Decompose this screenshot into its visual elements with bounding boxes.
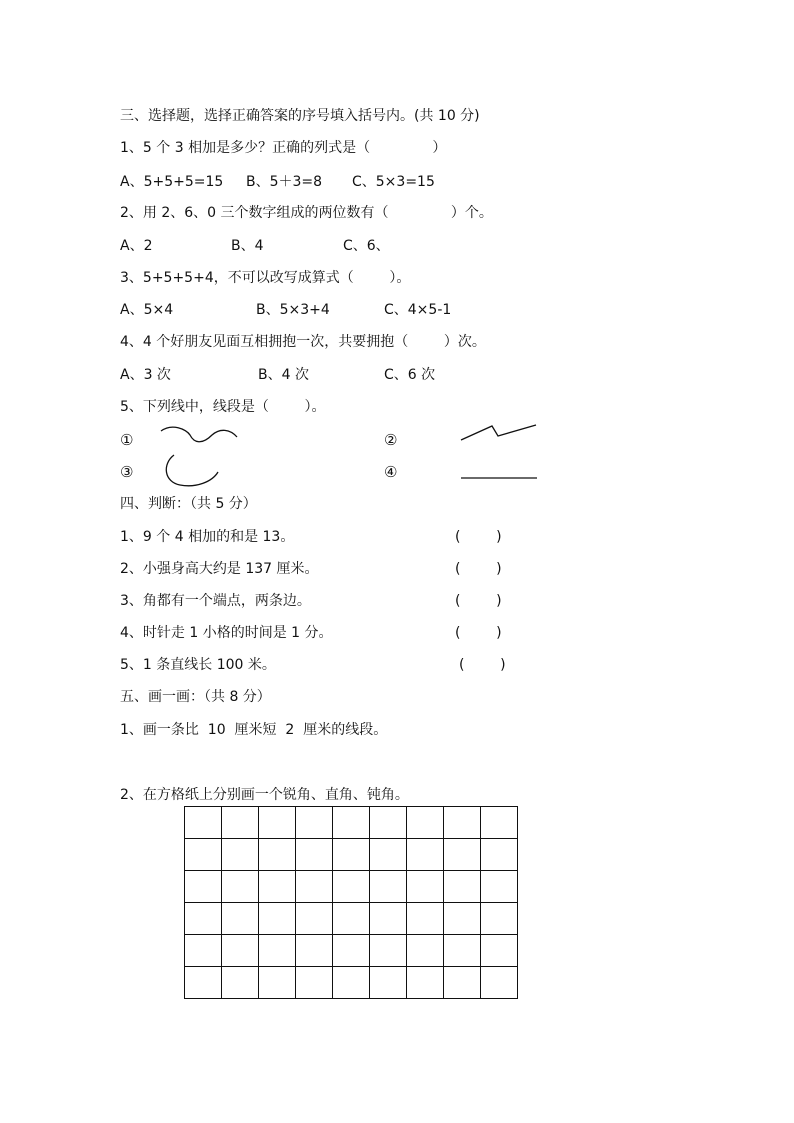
grid-cell[interactable]	[222, 967, 259, 999]
grid-row	[185, 903, 518, 935]
grid-cell[interactable]	[185, 871, 222, 903]
judge-item-2: 2、小强身高大约是 137 厘米。	[120, 561, 319, 577]
grid-cell[interactable]	[444, 839, 481, 871]
grid-cell[interactable]	[259, 871, 296, 903]
grid-cell[interactable]	[444, 935, 481, 967]
draw-q1-text: 1、画一条比 10 厘米短 2 厘米的线段。	[120, 722, 388, 738]
grid-cell[interactable]	[333, 807, 370, 839]
grid-row	[185, 967, 518, 999]
figure-label-3: ③	[120, 463, 134, 481]
grid-cell[interactable]	[407, 967, 444, 999]
section5-title: 五、画一画：（共 8 分）	[120, 689, 271, 705]
grid-cell[interactable]	[259, 807, 296, 839]
line-segment-figure	[458, 474, 540, 482]
q3-option-b: B、5×3+4	[256, 302, 330, 318]
grid-cell[interactable]	[444, 903, 481, 935]
q2-option-a: A、2	[120, 238, 153, 254]
grid-cell[interactable]	[481, 871, 518, 903]
grid-cell[interactable]	[407, 935, 444, 967]
grid-cell[interactable]	[333, 871, 370, 903]
grid-cell[interactable]	[296, 967, 333, 999]
q3-option-c: C、4×5-1	[384, 302, 452, 318]
grid-cell[interactable]	[185, 967, 222, 999]
q5-text: 5、下列线中，线段是（ ）。	[120, 399, 326, 415]
grid-row	[185, 871, 518, 903]
grid-cell[interactable]	[259, 903, 296, 935]
judge-item-3: 3、角都有一个端点，两条边。	[120, 593, 311, 609]
q1-option-a: A、5+5+5=15	[120, 174, 224, 190]
q1-text: 1、5 个 3 相加是多少？正确的列式是（ ）	[120, 140, 447, 156]
grid-cell[interactable]	[222, 871, 259, 903]
judge-answer-4: ( )	[455, 625, 502, 641]
grid-cell[interactable]	[407, 807, 444, 839]
grid-cell[interactable]	[407, 903, 444, 935]
grid-cell[interactable]	[481, 967, 518, 999]
grid-cell[interactable]	[296, 871, 333, 903]
judge-item-5: 5、1 条直线长 100 米。	[120, 657, 276, 673]
grid-cell[interactable]	[370, 807, 407, 839]
curved-line-figure	[158, 425, 240, 449]
q4-option-a: A、3 次	[120, 367, 171, 383]
q1-option-b: B、5＋3=8	[246, 174, 323, 190]
section3-title: 三、选择题，选择正确答案的序号填入括号内。(共 10 分)	[120, 108, 480, 124]
grid-cell[interactable]	[370, 903, 407, 935]
figure-label-2: ②	[384, 431, 398, 449]
q4-text: 4、4 个好朋友见面互相拥抱一次，共要拥抱（ ）次。	[120, 334, 486, 350]
grid-cell[interactable]	[185, 807, 222, 839]
grid-cell[interactable]	[259, 935, 296, 967]
grid-cell[interactable]	[481, 903, 518, 935]
grid-cell[interactable]	[444, 871, 481, 903]
grid-cell[interactable]	[185, 903, 222, 935]
judge-item-4: 4、时针走 1 小格的时间是 1 分。	[120, 625, 333, 641]
q2-text: 2、用 2、6、0 三个数字组成的两位数有（ ）个。	[120, 205, 493, 221]
grid-cell[interactable]	[296, 839, 333, 871]
grid-cell[interactable]	[481, 935, 518, 967]
grid-cell[interactable]	[185, 935, 222, 967]
arc-figure	[160, 452, 224, 490]
grid-cell[interactable]	[444, 807, 481, 839]
q2-option-c: C、6、	[343, 238, 390, 254]
grid-cell[interactable]	[296, 935, 333, 967]
grid-cell[interactable]	[259, 839, 296, 871]
grid-row	[185, 839, 518, 871]
judge-answer-2: ( )	[455, 561, 502, 577]
polyline-figure	[458, 422, 540, 444]
grid-cell[interactable]	[296, 807, 333, 839]
q3-option-a: A、5×4	[120, 302, 174, 318]
judge-item-1: 1、9 个 4 相加的和是 13。	[120, 529, 295, 545]
grid-cell[interactable]	[222, 935, 259, 967]
q2-option-b: B、4	[231, 238, 264, 254]
judge-answer-1: ( )	[455, 529, 502, 545]
grid-cell[interactable]	[222, 839, 259, 871]
grid-cell[interactable]	[370, 871, 407, 903]
judge-answer-3: ( )	[455, 593, 502, 609]
section4-title: 四、判断：（共 5 分）	[120, 496, 257, 512]
grid-cell[interactable]	[481, 839, 518, 871]
grid-cell[interactable]	[333, 903, 370, 935]
grid-cell[interactable]	[333, 967, 370, 999]
figure-label-1: ①	[120, 431, 134, 449]
grid-row	[185, 935, 518, 967]
grid-cell[interactable]	[333, 935, 370, 967]
grid-cell[interactable]	[333, 839, 370, 871]
judge-answer-5: ( )	[459, 657, 506, 673]
grid-row	[185, 807, 518, 839]
draw-q2-text: 2、在方格纸上分别画一个锐角、直角、钝角。	[120, 787, 409, 803]
q4-option-c: C、6 次	[384, 367, 436, 383]
grid-cell[interactable]	[407, 839, 444, 871]
grid-cell[interactable]	[296, 903, 333, 935]
grid-cell[interactable]	[185, 839, 222, 871]
grid-cell[interactable]	[370, 935, 407, 967]
grid-cell[interactable]	[222, 807, 259, 839]
grid-cell[interactable]	[481, 807, 518, 839]
grid-cell[interactable]	[370, 967, 407, 999]
grid-cell[interactable]	[407, 871, 444, 903]
q3-text: 3、5+5+5+4，不可以改写成算式（ ）。	[120, 270, 411, 286]
q1-option-c: C、5×3=15	[352, 174, 435, 190]
grid-cell[interactable]	[444, 967, 481, 999]
grid-cell[interactable]	[222, 903, 259, 935]
grid-cell[interactable]	[259, 967, 296, 999]
grid-cell[interactable]	[370, 839, 407, 871]
square-grid-paper[interactable]	[184, 806, 518, 999]
q4-option-b: B、4 次	[258, 367, 309, 383]
figure-label-4: ④	[384, 463, 398, 481]
